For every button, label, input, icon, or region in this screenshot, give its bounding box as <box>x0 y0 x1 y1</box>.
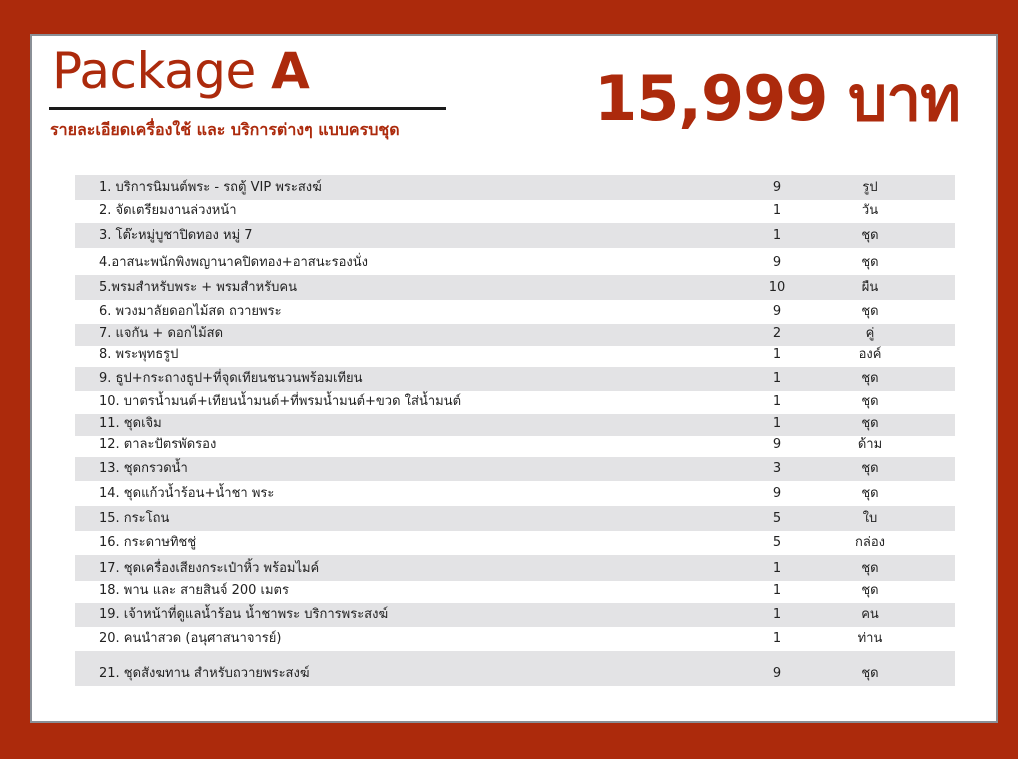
item-quantity: 10 <box>768 280 786 295</box>
table-row <box>75 481 955 506</box>
item-quantity: 9 <box>772 180 782 195</box>
item-unit: ชุด <box>861 486 879 501</box>
item-name: 9. ธูป+กระถางธูป+ที่จุดเทียนชนวนพร้อมเทียน <box>99 371 363 386</box>
package-title <box>52 42 309 100</box>
item-unit: องค์ <box>858 347 882 362</box>
item-name: 10. บาตรน้ำมนต์+เทียนน้ำมนต์+ที่พรมน้ำมนต์+ขวด ใส่น้ำมนต์ <box>99 394 462 409</box>
item-unit: ชุด <box>861 666 879 681</box>
item-quantity: 1 <box>772 371 782 386</box>
table-row <box>75 627 955 651</box>
item-unit: ชุด <box>861 394 879 409</box>
item-name: 6. พวงมาลัยดอกไม้สด ถวายพระ <box>99 304 282 319</box>
item-name: 20. คนนำสวด (อนุศาสนาจารย์) <box>99 631 282 646</box>
item-name: 11. ชุดเจิม <box>99 416 162 431</box>
item-name: 16. กระดาษทิชชู่ <box>99 535 197 550</box>
item-quantity: 9 <box>772 666 782 681</box>
item-quantity: 3 <box>772 461 782 476</box>
item-name: 13. ชุดกรวดน้ำ <box>99 461 188 476</box>
package-title-letter: A <box>271 42 310 100</box>
table-row <box>75 555 955 581</box>
package-title-word: Package <box>52 42 256 100</box>
item-name: 19. เจ้าหน้าที่ดูแลน้ำร้อน น้ำชาพระ บริการพระสงฆ์ <box>99 607 389 622</box>
package-subtitle: รายละเอียดเครื่องใช้ และ บริการต่างๆ แบบครบชุด <box>50 120 400 139</box>
table-row <box>75 367 955 391</box>
table-row <box>75 175 955 200</box>
table-row <box>75 651 955 686</box>
item-quantity: 9 <box>772 486 782 501</box>
item-quantity: 1 <box>772 347 782 362</box>
items-table <box>75 175 955 686</box>
item-unit: รูป <box>862 180 878 195</box>
table-row <box>75 200 955 223</box>
item-quantity: 9 <box>772 255 782 270</box>
item-name: 15. กระโถน <box>99 511 170 526</box>
table-row <box>75 275 955 300</box>
table-row <box>75 248 955 275</box>
item-unit: ผืน <box>861 280 879 295</box>
item-name: 12. ตาละปัตรพัดรอง <box>99 437 217 452</box>
item-quantity: 9 <box>772 437 782 452</box>
item-quantity: 5 <box>772 511 782 526</box>
item-quantity: 2 <box>772 326 782 341</box>
item-name: 18. พาน และ สายสินจ์ 200 เมตร <box>99 583 289 598</box>
table-row <box>75 300 955 324</box>
table-row <box>75 506 955 531</box>
item-quantity: 1 <box>772 416 782 431</box>
item-quantity: 9 <box>772 304 782 319</box>
item-unit: ชุด <box>861 583 879 598</box>
item-unit: ชุด <box>861 304 879 319</box>
item-quantity: 1 <box>772 631 782 646</box>
item-unit: ชุด <box>861 461 879 476</box>
item-unit: วัน <box>861 203 879 218</box>
item-quantity: 1 <box>772 583 782 598</box>
item-unit: ชุด <box>861 416 879 431</box>
item-name: 1. บริการนิมนต์พระ - รถตู้ VIP พระสงฆ์ <box>99 180 322 195</box>
item-name: 5.พรมสำหรับพระ + พรมสำหรับคน <box>99 280 297 295</box>
item-quantity: 1 <box>772 203 782 218</box>
item-unit: ท่าน <box>857 631 883 646</box>
item-quantity: 1 <box>772 561 782 576</box>
item-unit: คน <box>861 607 879 622</box>
table-row <box>75 436 955 457</box>
item-unit: ชุด <box>861 371 879 386</box>
item-name: 8. พระพุทธรูป <box>99 347 179 362</box>
table-row <box>75 531 955 555</box>
item-name: 4.อาสนะพนักพิงพญานาคปิดทอง+อาสนะรองนั่ง <box>99 255 368 270</box>
item-quantity: 1 <box>772 607 782 622</box>
package-price: 15,999 บาท <box>594 62 960 135</box>
item-name: 21. ชุดสังฆทาน สำหรับถวายพระสงฆ์ <box>99 666 310 681</box>
item-unit: คู่ <box>865 326 875 341</box>
item-name: 14. ชุดแก้วน้ำร้อน+น้ำชา พระ <box>99 486 275 501</box>
item-quantity: 1 <box>772 228 782 243</box>
table-row <box>75 324 955 346</box>
table-row <box>75 223 955 248</box>
item-unit: กล่อง <box>855 535 885 550</box>
table-row <box>75 391 955 414</box>
item-name: 7. แจกัน + ดอกไม้สด <box>99 326 224 341</box>
item-unit: ใบ <box>862 511 878 526</box>
item-unit: ชุด <box>861 228 879 243</box>
item-unit: ด้าม <box>857 437 883 452</box>
item-unit: ชุด <box>861 255 879 270</box>
item-quantity: 1 <box>772 394 782 409</box>
item-name: 2. จัดเตรียมงานล่วงหน้า <box>99 203 237 218</box>
table-row <box>75 457 955 481</box>
table-row <box>75 346 955 367</box>
title-underline <box>49 107 446 110</box>
item-unit: ชุด <box>861 561 879 576</box>
item-name: 17. ชุดเครื่องเสียงกระเป๋าหิ้ว พร้อมไมค์ <box>99 561 320 576</box>
table-row <box>75 603 955 627</box>
package-card <box>30 34 998 723</box>
item-quantity: 5 <box>772 535 782 550</box>
table-row <box>75 581 955 603</box>
item-name: 3. โต๊ะหมู่บูชาปิดทอง หมู่ 7 <box>99 228 253 243</box>
